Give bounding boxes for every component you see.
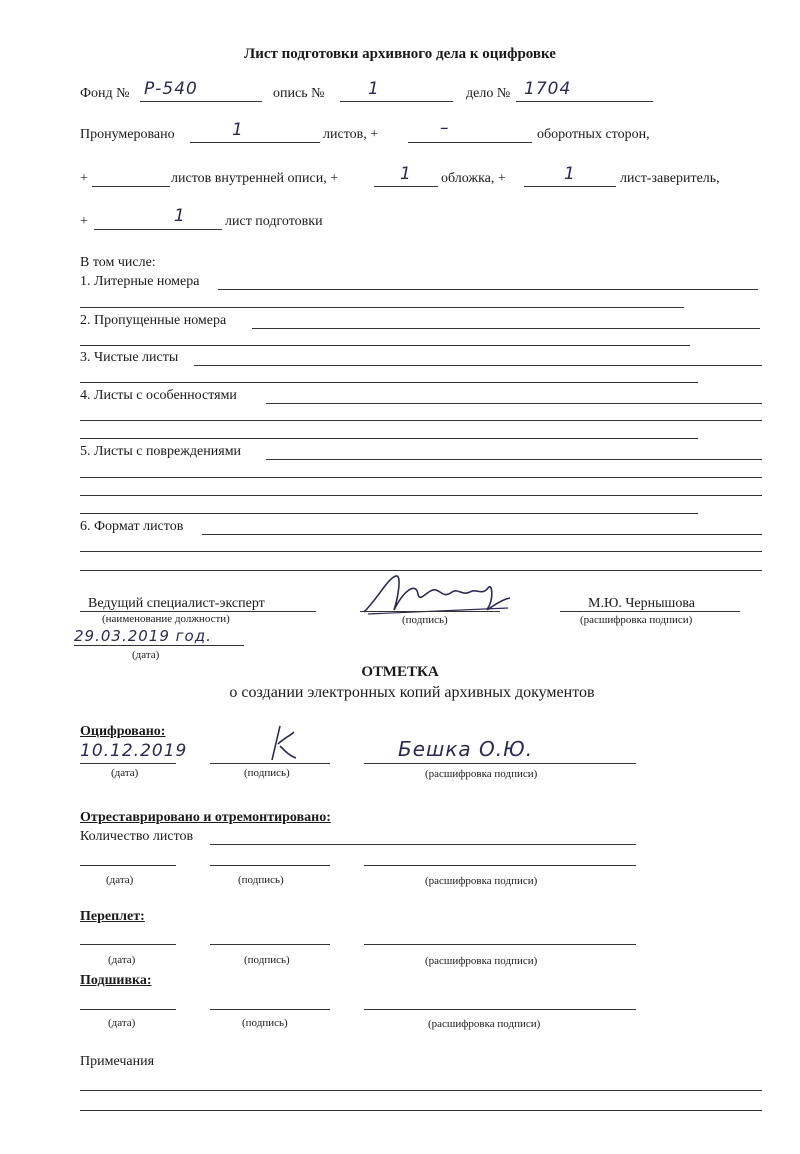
form-line bbox=[202, 534, 762, 535]
signature-underline bbox=[360, 611, 500, 612]
date-caption: (дата) bbox=[111, 767, 139, 779]
reverse-label: оборотных сторон, bbox=[537, 127, 650, 142]
form-line bbox=[80, 307, 684, 308]
binding-name-underline bbox=[364, 944, 636, 945]
stitching-name-underline bbox=[364, 1009, 636, 1010]
form-line bbox=[218, 289, 758, 290]
notes-label: Примечания bbox=[80, 1054, 155, 1069]
stitching-signature-underline bbox=[210, 1009, 330, 1010]
form-line bbox=[266, 403, 762, 404]
delo-value: 1704 bbox=[524, 79, 572, 99]
reverse-underline bbox=[408, 142, 532, 143]
digitized-name-underline bbox=[364, 763, 636, 764]
cover-label: обложка, + bbox=[441, 171, 506, 186]
reverse-value: – bbox=[440, 118, 450, 138]
prep-value: 1 bbox=[174, 206, 186, 226]
inner-label: листов внутренней описи, + bbox=[171, 171, 339, 186]
binding-date-underline bbox=[80, 944, 176, 945]
prep-label: лист подготовки bbox=[225, 214, 323, 229]
numbered-value: 1 bbox=[232, 120, 244, 140]
signature-caption: (подпись) bbox=[244, 954, 290, 966]
form-line bbox=[80, 438, 698, 439]
restored-count-underline bbox=[210, 844, 636, 845]
form-line bbox=[80, 513, 698, 514]
date-caption: (дата) bbox=[108, 954, 136, 966]
name-caption: (расшифровка подписи) bbox=[425, 875, 538, 887]
numbered-label: Пронумеровано bbox=[80, 127, 175, 142]
form-line bbox=[80, 551, 762, 552]
mark-subtitle: о создании электронных копий архивных документов bbox=[229, 684, 595, 701]
opis-underline bbox=[340, 101, 453, 102]
fond-value: Р-540 bbox=[144, 79, 198, 99]
certifier-underline bbox=[524, 186, 616, 187]
fond-underline bbox=[140, 101, 262, 102]
digitized-date-underline bbox=[80, 763, 176, 764]
certifier-label: лист-заверитель, bbox=[620, 171, 720, 186]
restored-date-underline bbox=[80, 865, 176, 866]
restored-label: Отреставрировано и отремонтировано: bbox=[80, 810, 331, 825]
signature-caption: (подпись) bbox=[238, 874, 284, 886]
prep-plus: + bbox=[80, 214, 88, 229]
opis-value: 1 bbox=[368, 79, 380, 99]
certifier-value: 1 bbox=[564, 164, 576, 184]
form-line bbox=[80, 420, 762, 421]
prep-date-value: 29.03.2019 год. bbox=[74, 627, 212, 645]
mark-title: ОТМЕТКА bbox=[361, 664, 439, 680]
stitching-label: Подшивка: bbox=[80, 973, 152, 988]
signature-caption: (подпись) bbox=[244, 767, 290, 779]
prep-date-caption: (дата) bbox=[132, 649, 160, 661]
name-value: М.Ю. Чернышова bbox=[588, 596, 695, 611]
inner-underline bbox=[92, 186, 170, 187]
sheets-label: листов, + bbox=[323, 127, 379, 142]
restored-count-label: Количество листов bbox=[80, 829, 194, 844]
digitized-name-value: Бешка О.Ю. bbox=[398, 737, 534, 761]
name-caption: (расшифровка подписи) bbox=[425, 768, 538, 780]
binding-signature-underline bbox=[210, 944, 330, 945]
cover-underline bbox=[374, 186, 438, 187]
fond-label: Фонд № bbox=[80, 86, 130, 101]
digitized-date-value: 10.12.2019 bbox=[80, 741, 188, 761]
page-title: Лист подготовки архивного дела к оцифровке bbox=[244, 46, 556, 62]
form-line bbox=[80, 1110, 762, 1111]
name-underline bbox=[560, 611, 740, 612]
date-caption: (дата) bbox=[108, 1017, 136, 1029]
digitized-signature-image bbox=[260, 722, 300, 764]
form-line bbox=[266, 459, 762, 460]
name-caption: (расшифровка подписи) bbox=[580, 614, 693, 626]
restored-signature-underline bbox=[210, 865, 330, 866]
literal-numbers-label: 1. Литерные номера bbox=[80, 274, 200, 289]
form-line bbox=[80, 345, 690, 346]
position-caption: (наименование должности) bbox=[102, 613, 230, 625]
form-line bbox=[80, 382, 698, 383]
prep-underline bbox=[94, 229, 222, 230]
prep-date-underline bbox=[74, 645, 244, 646]
position-underline bbox=[80, 611, 316, 612]
form-line bbox=[252, 328, 760, 329]
numbered-underline bbox=[190, 142, 320, 143]
blank-sheets-label: 3. Чистые листы bbox=[80, 350, 179, 365]
special-sheets-label: 4. Листы с особенностями bbox=[80, 388, 237, 403]
including-heading: В том числе: bbox=[80, 255, 156, 270]
form-line bbox=[80, 495, 762, 496]
form-line bbox=[80, 477, 762, 478]
missing-numbers-label: 2. Пропущенные номера bbox=[80, 313, 227, 328]
binding-label: Переплет: bbox=[80, 909, 145, 924]
damaged-sheets-label: 5. Листы с повреждениями bbox=[80, 444, 242, 459]
date-caption: (дата) bbox=[106, 874, 134, 886]
form-line bbox=[80, 1090, 762, 1091]
digitized-label: Оцифровано: bbox=[80, 724, 166, 739]
signature-caption: (подпись) bbox=[242, 1017, 288, 1029]
inner-plus: + bbox=[80, 171, 88, 186]
name-caption: (расшифровка подписи) bbox=[425, 955, 538, 967]
stitching-date-underline bbox=[80, 1009, 176, 1010]
opis-label: опись № bbox=[273, 86, 325, 101]
restored-name-underline bbox=[364, 865, 636, 866]
form-line bbox=[194, 365, 762, 366]
sheet-format-label: 6. Формат листов bbox=[80, 519, 184, 534]
digitized-signature-underline bbox=[210, 763, 330, 764]
delo-underline bbox=[516, 101, 653, 102]
signature-caption: (подпись) bbox=[402, 614, 448, 626]
position-value: Ведущий специалист-эксперт bbox=[88, 596, 265, 611]
delo-label: дело № bbox=[466, 86, 511, 101]
cover-value: 1 bbox=[400, 164, 412, 184]
name-caption: (расшифровка подписи) bbox=[428, 1018, 541, 1030]
